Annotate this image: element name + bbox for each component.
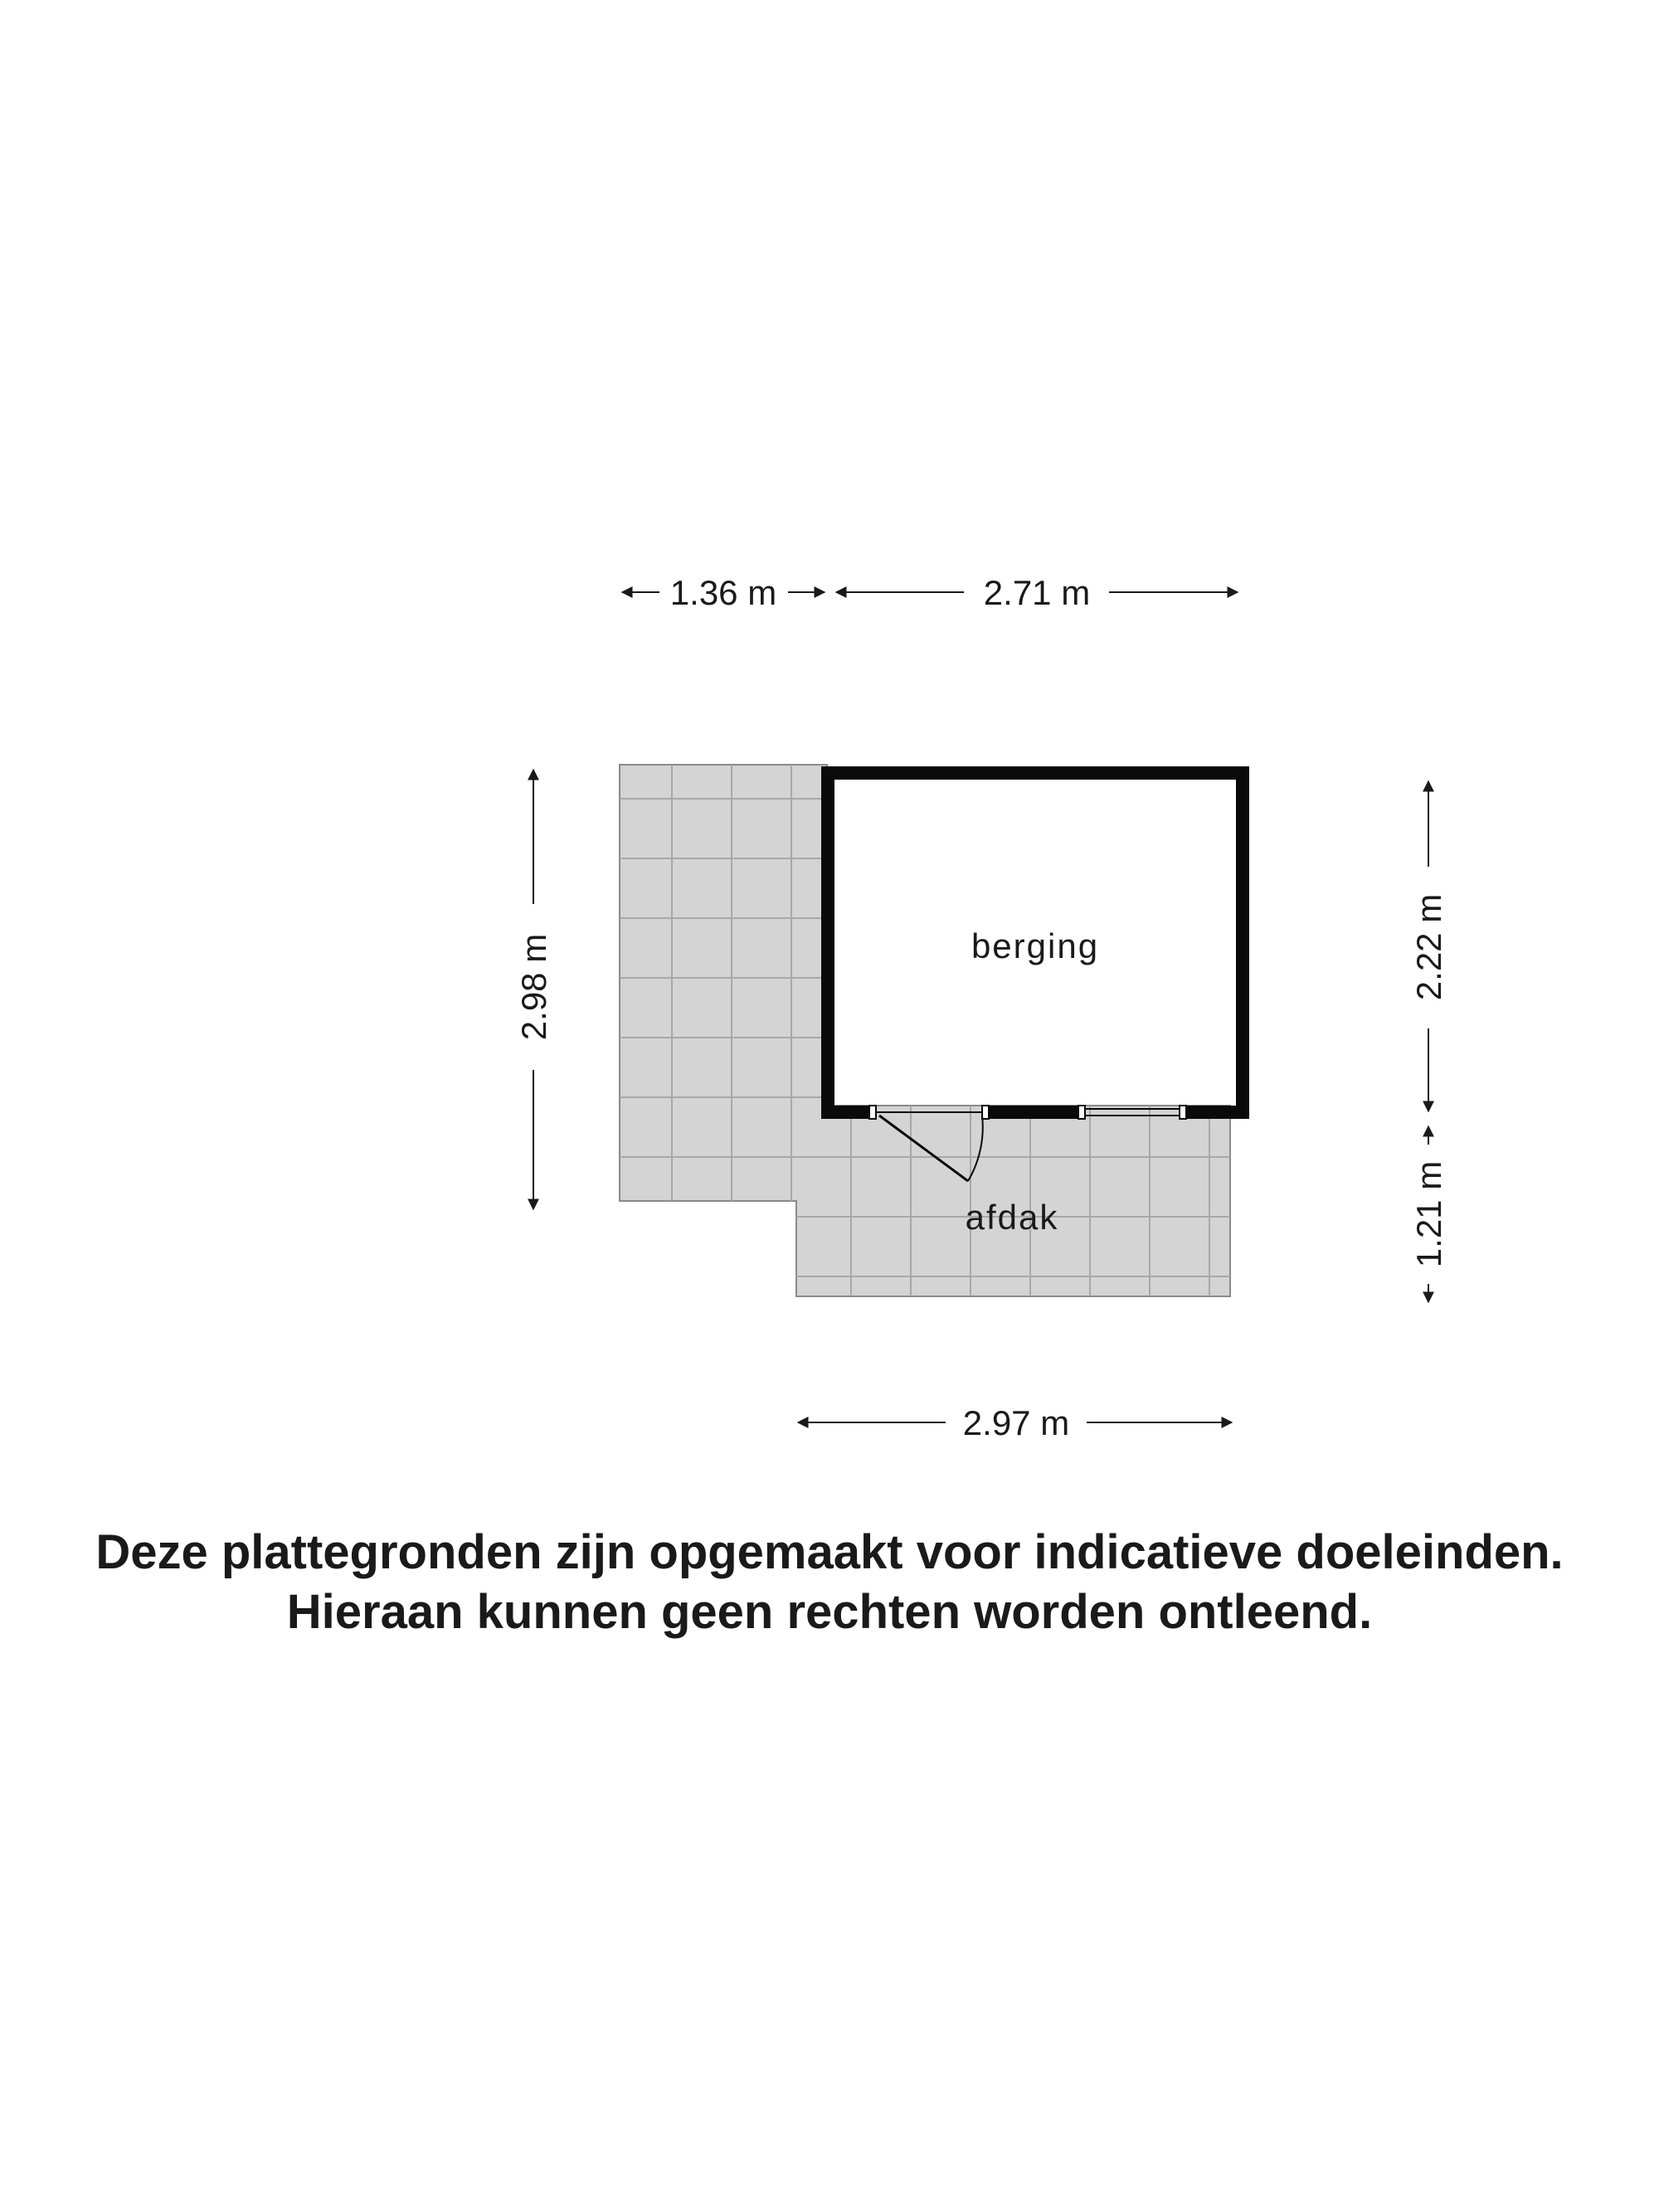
wall-bottom-seg1 <box>821 1106 869 1119</box>
room-label-berging: berging <box>971 926 1100 965</box>
dimension-label-left: 2.98 m <box>514 933 553 1041</box>
wall-right <box>1236 766 1249 1119</box>
dimension-label-right-lower: 1.21 m <box>1409 1160 1448 1268</box>
wall-bottom-seg2 <box>989 1106 1078 1119</box>
dimension-left <box>514 770 553 1209</box>
room-label-afdak: afdak <box>965 1198 1059 1237</box>
disclaimer-line-1: Deze plattegronden zijn opgemaakt voor indicatieve doeleinden. <box>95 1525 1564 1579</box>
berging-room <box>821 766 1249 1181</box>
wall-left <box>821 766 834 1119</box>
dimension-top-right <box>836 573 1238 612</box>
dimension-right-lower <box>1409 1126 1448 1302</box>
dimension-right-upper <box>1409 781 1448 1111</box>
disclaimer-line-2: Hieraan kunnen geen rechten worden ontleend. <box>286 1585 1373 1639</box>
dimension-bottom <box>798 1403 1232 1442</box>
wall-top <box>821 766 1249 780</box>
dimension-top-left <box>622 573 825 612</box>
dimension-label-top-right: 2.71 m <box>983 573 1091 612</box>
dimension-label-right-upper: 2.22 m <box>1409 893 1448 1001</box>
wall-bottom-seg3 <box>1186 1106 1249 1119</box>
dimension-label-bottom: 2.97 m <box>962 1403 1070 1442</box>
dimension-label-top-left: 1.36 m <box>669 573 777 612</box>
